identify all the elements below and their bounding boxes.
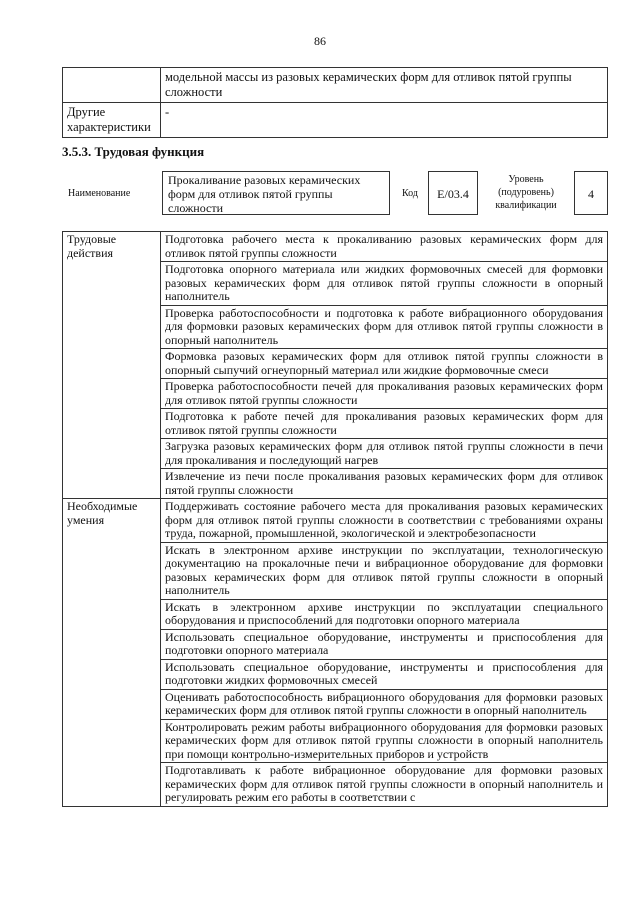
table-row — [63, 103, 608, 138]
labor-actions-item: Подготовка рабочего места к прокаливанию разовых керамических форм для отливок пятой группы сложности — [161, 232, 608, 262]
required-skills-item: Подготавливать к работе вибрационное оборудование для формовки разовых керамических форм для отливок пятой группы сложности в опорный наполнитель и регулировать режим его работы в соответствии с — [161, 763, 608, 807]
labor-actions-item: Подготовка опорного материала или жидких формовочных смесей для формовки разовых керамических форм для отливок пятой группы сложности в опорный наполнитель — [161, 262, 608, 306]
table-row — [63, 499, 608, 543]
labor-actions-item: Загрузка разовых керамических форм для отливок пятой группы сложности в печи для прокаливания и последующий нагрев — [161, 439, 608, 469]
previous-table-continuation — [62, 67, 608, 138]
labor-function-table — [62, 231, 608, 807]
code-label: Код — [402, 188, 418, 199]
page-number: 86 — [314, 34, 326, 48]
labor-actions-item: Извлечение из печи после прокаливания разовых керамических форм для отливок пятой группы сложности — [161, 469, 608, 499]
name-value: Прокаливание разовых керамических форм для отливок пятой группы сложности — [162, 171, 390, 215]
required-skills-item: Искать в электронном архиве инструкции по эксплуатации специального оборудования и приспособлений для подготовки опорного материала — [161, 599, 608, 629]
required-skills-item: Искать в электронном архиве инструкции по эксплуатации, технологическую документацию на прокалочные печи и вибрационное оборудование для формовки разовых керамических форм для отливок пятой группы сложности в опорный наполнитель — [161, 542, 608, 599]
labor-actions-item: Проверка работоспособности и подготовка к работе вибрационного оборудования для формовки разовых керамических форм для отливок пятой группы сложности в опорный наполнитель — [161, 305, 608, 349]
other-characteristics-value: - — [161, 103, 608, 138]
function-header — [62, 167, 608, 219]
labor-actions-item: Проверка работоспособности печей для прокаливания разовых керамических форм для отливок пятой группы сложности — [161, 379, 608, 409]
other-characteristics-label: Другие характеристики — [63, 103, 161, 138]
level-value: 4 — [574, 171, 608, 215]
required-skills-item: Поддерживать состояние рабочего места для прокаливания разовых керамических форм для отливок пятой группы сложности в соответствии с требованиями охраны труда, пожарной, промышленной, экологической и электробезопасности — [161, 499, 608, 543]
code-value: E/03.4 — [428, 171, 478, 215]
required-skills-item: Использовать специальное оборудование, инструменты и приспособления для подготовки жидких формовочных смесей — [161, 659, 608, 689]
required-skills-item: Контролировать режим работы вибрационного оборудования для формовки разовых керамических форм для отливок пятой группы сложности в опорный наполнитель при помощи контрольно-измерительных приборов и устройств — [161, 719, 608, 763]
continued-text-cell: модельной массы из разовых керамических форм для отливок пятой группы сложности — [161, 68, 608, 103]
table-row — [63, 232, 608, 262]
labor-actions-item: Подготовка к работе печей для прокаливания разовых керамических форм для отливок пятой группы сложности — [161, 409, 608, 439]
labor-actions-item: Формовка разовых керамических форм для отливок пятой группы сложности в опорный сыпучий огнеупорный материал или жидкие формовочные смеси — [161, 349, 608, 379]
section-title: 3.5.3. Трудовая функция — [62, 144, 205, 159]
table-row — [63, 68, 608, 103]
required-skills-item: Использовать специальное оборудование, инструменты и приспособления для подготовки опорного материала — [161, 629, 608, 659]
labor-function-table-body — [63, 232, 608, 807]
empty-cell — [63, 68, 161, 103]
required-skills-label: Необходимые умения — [63, 499, 161, 807]
required-skills-item: Оценивать работоспособность вибрационного оборудования для формовки разовых керамических форм для отливок пятой группы сложности в опорный наполнитель — [161, 689, 608, 719]
labor-actions-label: Трудовые действия — [63, 232, 161, 499]
level-label: Уровень (подуровень) квалификации — [495, 174, 557, 211]
name-label: Наименование — [68, 188, 131, 199]
